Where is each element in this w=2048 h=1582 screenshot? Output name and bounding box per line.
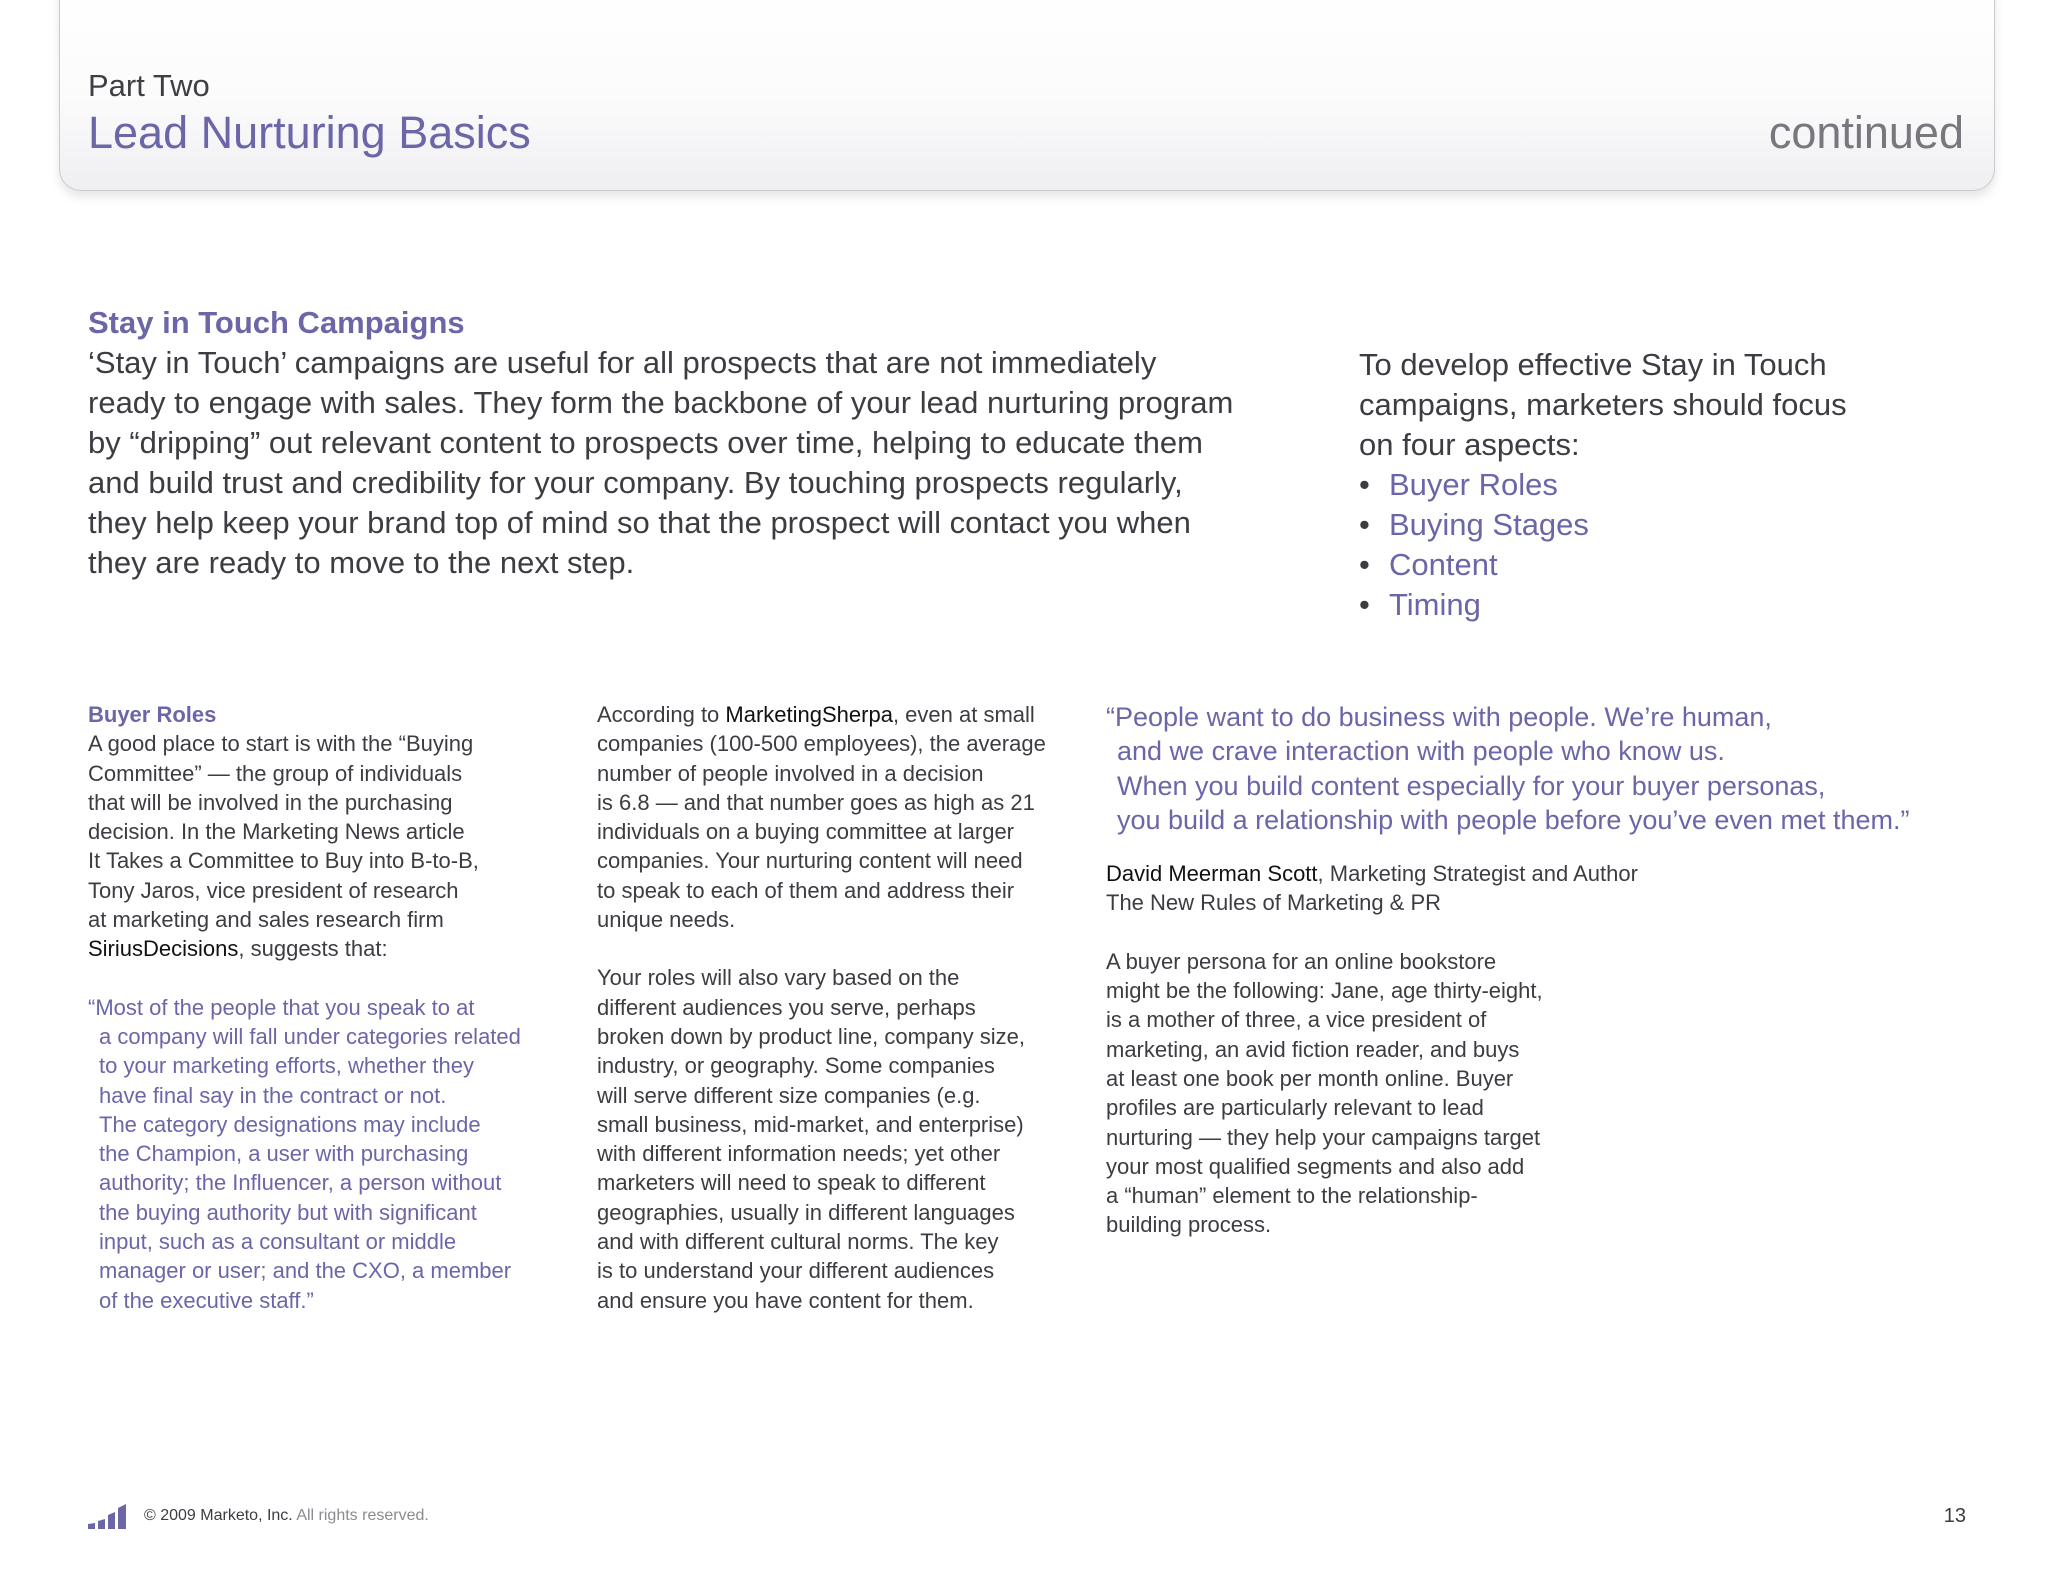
body-line: industry, or geography. Some companies [597,1053,995,1079]
body-line: Committee” — the group of individuals [88,760,463,786]
marketo-bars-icon [88,1503,128,1529]
author-name: David Meerman Scott [1106,861,1318,887]
copyright-text: © 2009 Marketo, Inc. [144,1507,293,1524]
body-line: and ensure you have content for them. [597,1287,974,1313]
body-line: geographies, usually in different languages [597,1199,1015,1225]
quote-line: the Champion, a user with purchasing [99,1141,469,1167]
column-heading: Buyer Roles [88,702,217,727]
quote-line: of the executive staff.” [99,1287,314,1313]
section-heading: Stay in Touch Campaigns [88,305,465,340]
body-line: and with different cultural norms. The key [597,1229,999,1255]
focus-item [1359,505,1959,545]
body-line: building process. [1106,1212,1272,1238]
book-title: The New Rules of Marketing & PR [1106,890,1442,916]
intro-line: ready to engage with sales. They form the backbone of your lead nurturing program [88,385,1234,420]
bullet: • [1359,547,1370,582]
body-line: decision. In the Marketing News article [88,819,465,845]
paragraph-gap [88,964,558,993]
focus-item-label: Content [1389,547,1498,582]
body-line: your most qualified segments and also add [1106,1153,1525,1179]
source-prefix: According to [597,702,726,727]
body-line: Your roles will also vary based on the [597,965,960,991]
body-line: Tony Jaros, vice president of research [88,877,459,903]
page-number: 13 [1943,1505,1966,1527]
column-buyer-persona [1106,700,2006,1240]
pull-quote-line: you build a relationship with people before you’ve even met them.” [1117,804,1910,835]
body-line: small business, mid-market, and enterprise) [597,1111,1024,1137]
pull-quote-line: and we crave interaction with people who know us. [1117,736,1725,767]
quote-line: The category designations may include [99,1111,481,1137]
pull-quote [1106,700,2006,837]
bullet: • [1359,467,1370,502]
pull-quote-line: “People want to do business with people. We’re human, [1106,702,1772,732]
quote-line: have final say in the contract or not. [99,1082,447,1108]
focus-item [1359,585,1959,625]
page-title: Lead Nurturing Basics [88,107,531,158]
intro-line: by “dripping” out relevant content to prospects over time, helping to educate them [88,425,1203,460]
body-line [88,934,558,963]
body-line: might be the following: Jane, age thirty-eight, [1106,978,1543,1004]
focus-intro-line: campaigns, marketers should focus [1359,387,1847,422]
intro-line: they are ready to move to the next step. [88,545,635,580]
author-role: , Marketing Strategist and Author [1317,861,1638,887]
body-line: marketing, an avid fiction reader, and buys [1106,1036,1520,1062]
quote-line: a company will fall under categories related [99,1023,521,1049]
pull-quote-line: When you build content especially for your buyer personas, [1117,770,1826,801]
body-line: A good place to start is with the “Buying [88,731,474,757]
quote-line: authority; the Influencer, a person without [99,1170,502,1196]
focus-item [1359,465,1959,505]
quote-attribution [1106,859,2006,888]
bullet: • [1359,507,1370,542]
body-line: that will be involved in the purchasing [88,789,453,815]
intro-paragraph [88,343,1338,583]
copyright-notice [144,1507,429,1525]
focus-list [1359,465,1959,625]
body-line: is to understand your different audiences [597,1258,995,1284]
focus-item-label: Buying Stages [1389,507,1589,542]
quote-line: manager or user; and the CXO, a member [99,1258,512,1284]
body-line: unique needs. [597,907,736,933]
source-name: MarketingSherpa [725,702,893,727]
body-line: marketers will need to speak to different [597,1170,986,1196]
body-line: is a mother of three, a vice president of [1106,1007,1487,1033]
body-line: different audiences you serve, perhaps [597,994,976,1020]
page-header [59,0,1995,191]
firm-suffix: , suggests that: [238,936,388,962]
part-label: Part Two [88,68,210,103]
body-line: number of people involved in a decision [597,760,984,786]
body-line: is 6.8 — and that number goes as high as 21 [597,789,1035,815]
continued-label: continued [1768,107,1964,158]
source-suffix: , even at small [892,702,1035,727]
body-line: It Takes a Committee to Buy into B-to-B, [88,848,479,874]
focus-item-label: Buyer Roles [1389,467,1558,502]
focus-box [1359,345,1959,625]
focus-item [1359,545,1959,585]
body-line: profiles are particularly relevant to lead [1106,1095,1484,1121]
paragraph-gap [597,934,1077,963]
body-line: with different information needs; yet other [597,1141,1001,1167]
focus-intro-line: on four aspects: [1359,427,1580,462]
quote-line: the buying authority but with significant [99,1199,477,1225]
body-line: to speak to each of them and address their [597,877,1015,903]
rights-text: All rights reserved. [292,1507,429,1524]
focus-intro-line: To develop effective Stay in Touch [1359,347,1827,382]
body-line: will serve different size companies (e.g. [597,1082,981,1108]
intro-line: and build trust and credibility for your company. By touching prospects regularly, [88,465,1183,500]
body-line: at marketing and sales research firm [88,907,444,933]
column-buyer-roles [88,700,558,1315]
bullet: • [1359,587,1370,622]
focus-item-label: Timing [1389,587,1481,622]
body-line: companies (100-500 employees), the average [597,731,1046,757]
quote-line: to your marketing efforts, whether they [99,1053,474,1079]
body-line: broken down by product line, company size, [597,1023,1026,1049]
intro-line: they help keep your brand top of mind so that the prospect will contact you when [88,505,1191,540]
quote-line: input, such as a consultant or middle [99,1229,457,1255]
quote-line: “Most of the people that you speak to at [88,994,475,1020]
intro-line: ‘Stay in Touch’ campaigns are useful for all prospects that are not immediately [88,345,1157,380]
body-line: nurturing — they help your campaigns target [1106,1124,1541,1150]
body-line: individuals on a buying committee at larger [597,819,1015,845]
firm-name: SiriusDecisions [88,936,239,962]
paragraph-gap [1106,918,2006,947]
body-line: at least one book per month online. Buyer [1106,1065,1514,1091]
body-line: a “human” element to the relationship- [1106,1183,1478,1209]
body-line: companies. Your nurturing content will need [597,848,1023,874]
column-committee-size [597,700,1077,1315]
body-line [597,700,1077,729]
body-line: A buyer persona for an online bookstore [1106,948,1497,974]
